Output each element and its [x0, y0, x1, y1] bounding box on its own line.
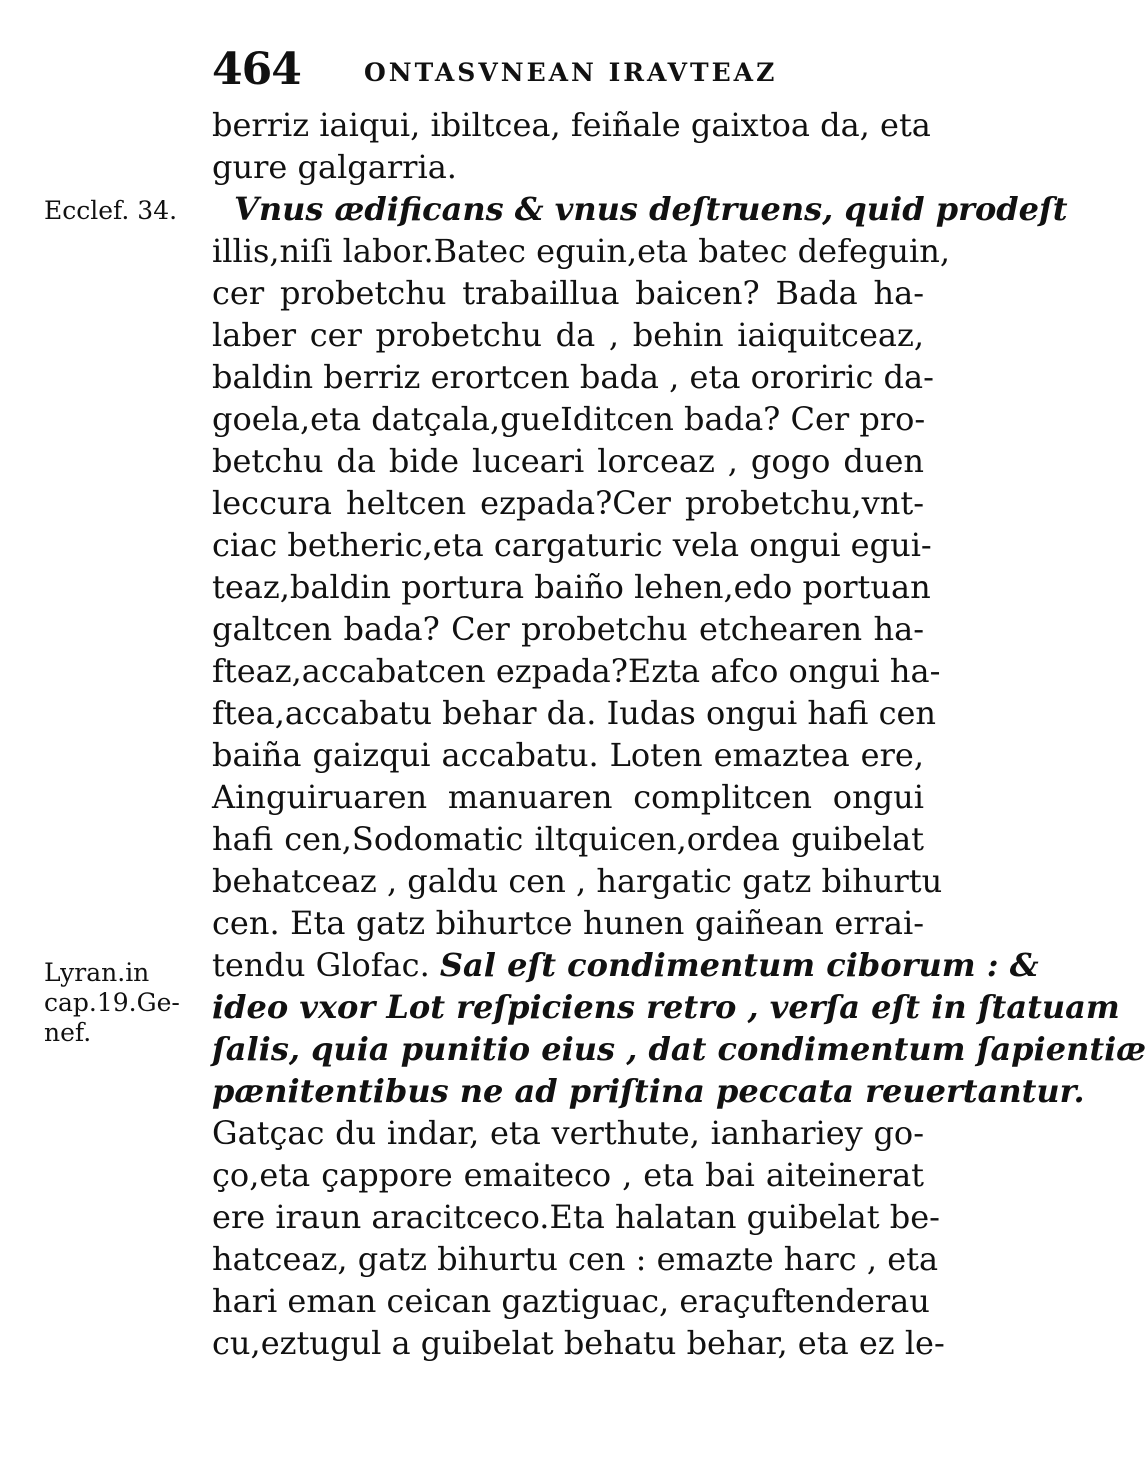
margin-note-eccles: Ecclef. 34.: [44, 196, 178, 225]
text-line: ideo vxor Lot reſpiciens retro , verſa eſt in ſtatuam: [212, 988, 1120, 1026]
text-line: baiña gaizqui accabatu. Loten emaztea ere,: [212, 736, 924, 774]
text-run-italic: Sal eſt condimentum ciborum : &: [439, 946, 1039, 984]
text-line: fteaz,accabatcen ezpada?Ezta afco ongui ha-: [212, 652, 941, 690]
text-line: hari eman ceican gaztiguac, eraçuftenderau: [212, 1282, 930, 1320]
text-line: behatceaz , galdu cen , hargatic gatz bihurtu: [212, 862, 943, 900]
text-line: ftea,accabatu behar da. Iudas ongui hafi cen: [212, 694, 937, 732]
margin-note-line: cap.19.Ge-: [44, 988, 180, 1017]
text-line: ciac betheric,eta cargaturic vela ongui egui-: [212, 526, 932, 564]
running-title: ONTASVNEAN IRAVTEAZ: [364, 58, 778, 87]
text-line: Gatçac du indar, eta verthute, ianhariey go-: [212, 1114, 924, 1152]
text-line: Ainguiruaren manuaren complitcen ongui: [212, 778, 924, 816]
text-line: gure galgarria.: [212, 148, 457, 186]
text-line: pænitentibus ne ad priſtina peccata reuertantur.: [212, 1072, 1085, 1110]
margin-note-line: nef.: [44, 1018, 92, 1047]
text-line: cu,eztugul a guibelat behatu behar, eta ez le-: [212, 1324, 945, 1362]
text-line: baldin berriz erortcen bada , eta ororiric da-: [212, 358, 934, 396]
margin-note-lyran: [44, 958, 194, 1048]
text-line: cer probetchu trabaillua baicen? Bada ha-: [212, 274, 924, 312]
text-line: teaz,baldin portura baiño lehen,edo portuan: [212, 568, 931, 606]
text-line-mixed: [212, 944, 1039, 986]
text-line: ere iraun aracitceco.Eta halatan guibelat be-: [212, 1198, 940, 1236]
margin-note-line: Lyran.in: [44, 958, 150, 987]
text-line: betchu da bide luceari lorceaz , gogo duen: [212, 442, 924, 480]
text-line: leccura heltcen ezpada?Cer probetchu,vnt-: [212, 484, 924, 522]
text-line: hafi cen,Sodomatic iltquicen,ordea guibelat: [212, 820, 924, 858]
text-line: goela,eta datçala,gueIditcen bada? Cer pro-: [212, 400, 926, 438]
text-line: ço,eta çappore emaiteco , eta bai aiteinerat: [212, 1156, 924, 1194]
body-text: [212, 104, 1146, 1364]
text-line: hatceaz, gatz bihurtu cen : emazte harc , eta: [212, 1240, 939, 1278]
page-header: [212, 44, 912, 104]
text-run-normal: tendu Glofac.: [212, 946, 440, 984]
text-line: galtcen bada? Cer probetchu etchearen ha-: [212, 610, 924, 648]
text-line: illis,niſi labor.Batec eguin,eta batec defeguin,: [212, 232, 950, 270]
text-line: laber cer probetchu da , behin iaiquitceaz,: [212, 316, 924, 354]
page-number: 464: [212, 44, 301, 95]
text-line: berriz iaiqui, ibiltcea, feiñale gaixtoa da, eta: [212, 106, 931, 144]
text-line: Vnus ædificans & vnus deſtruens, quid prodeſt: [234, 190, 1068, 228]
text-line: ſalis, quia punitio eius , dat condimentum ſapientiæ: [212, 1030, 1146, 1068]
text-line: cen. Eta gatz bihurtce hunen gaiñean errai-: [212, 904, 924, 942]
